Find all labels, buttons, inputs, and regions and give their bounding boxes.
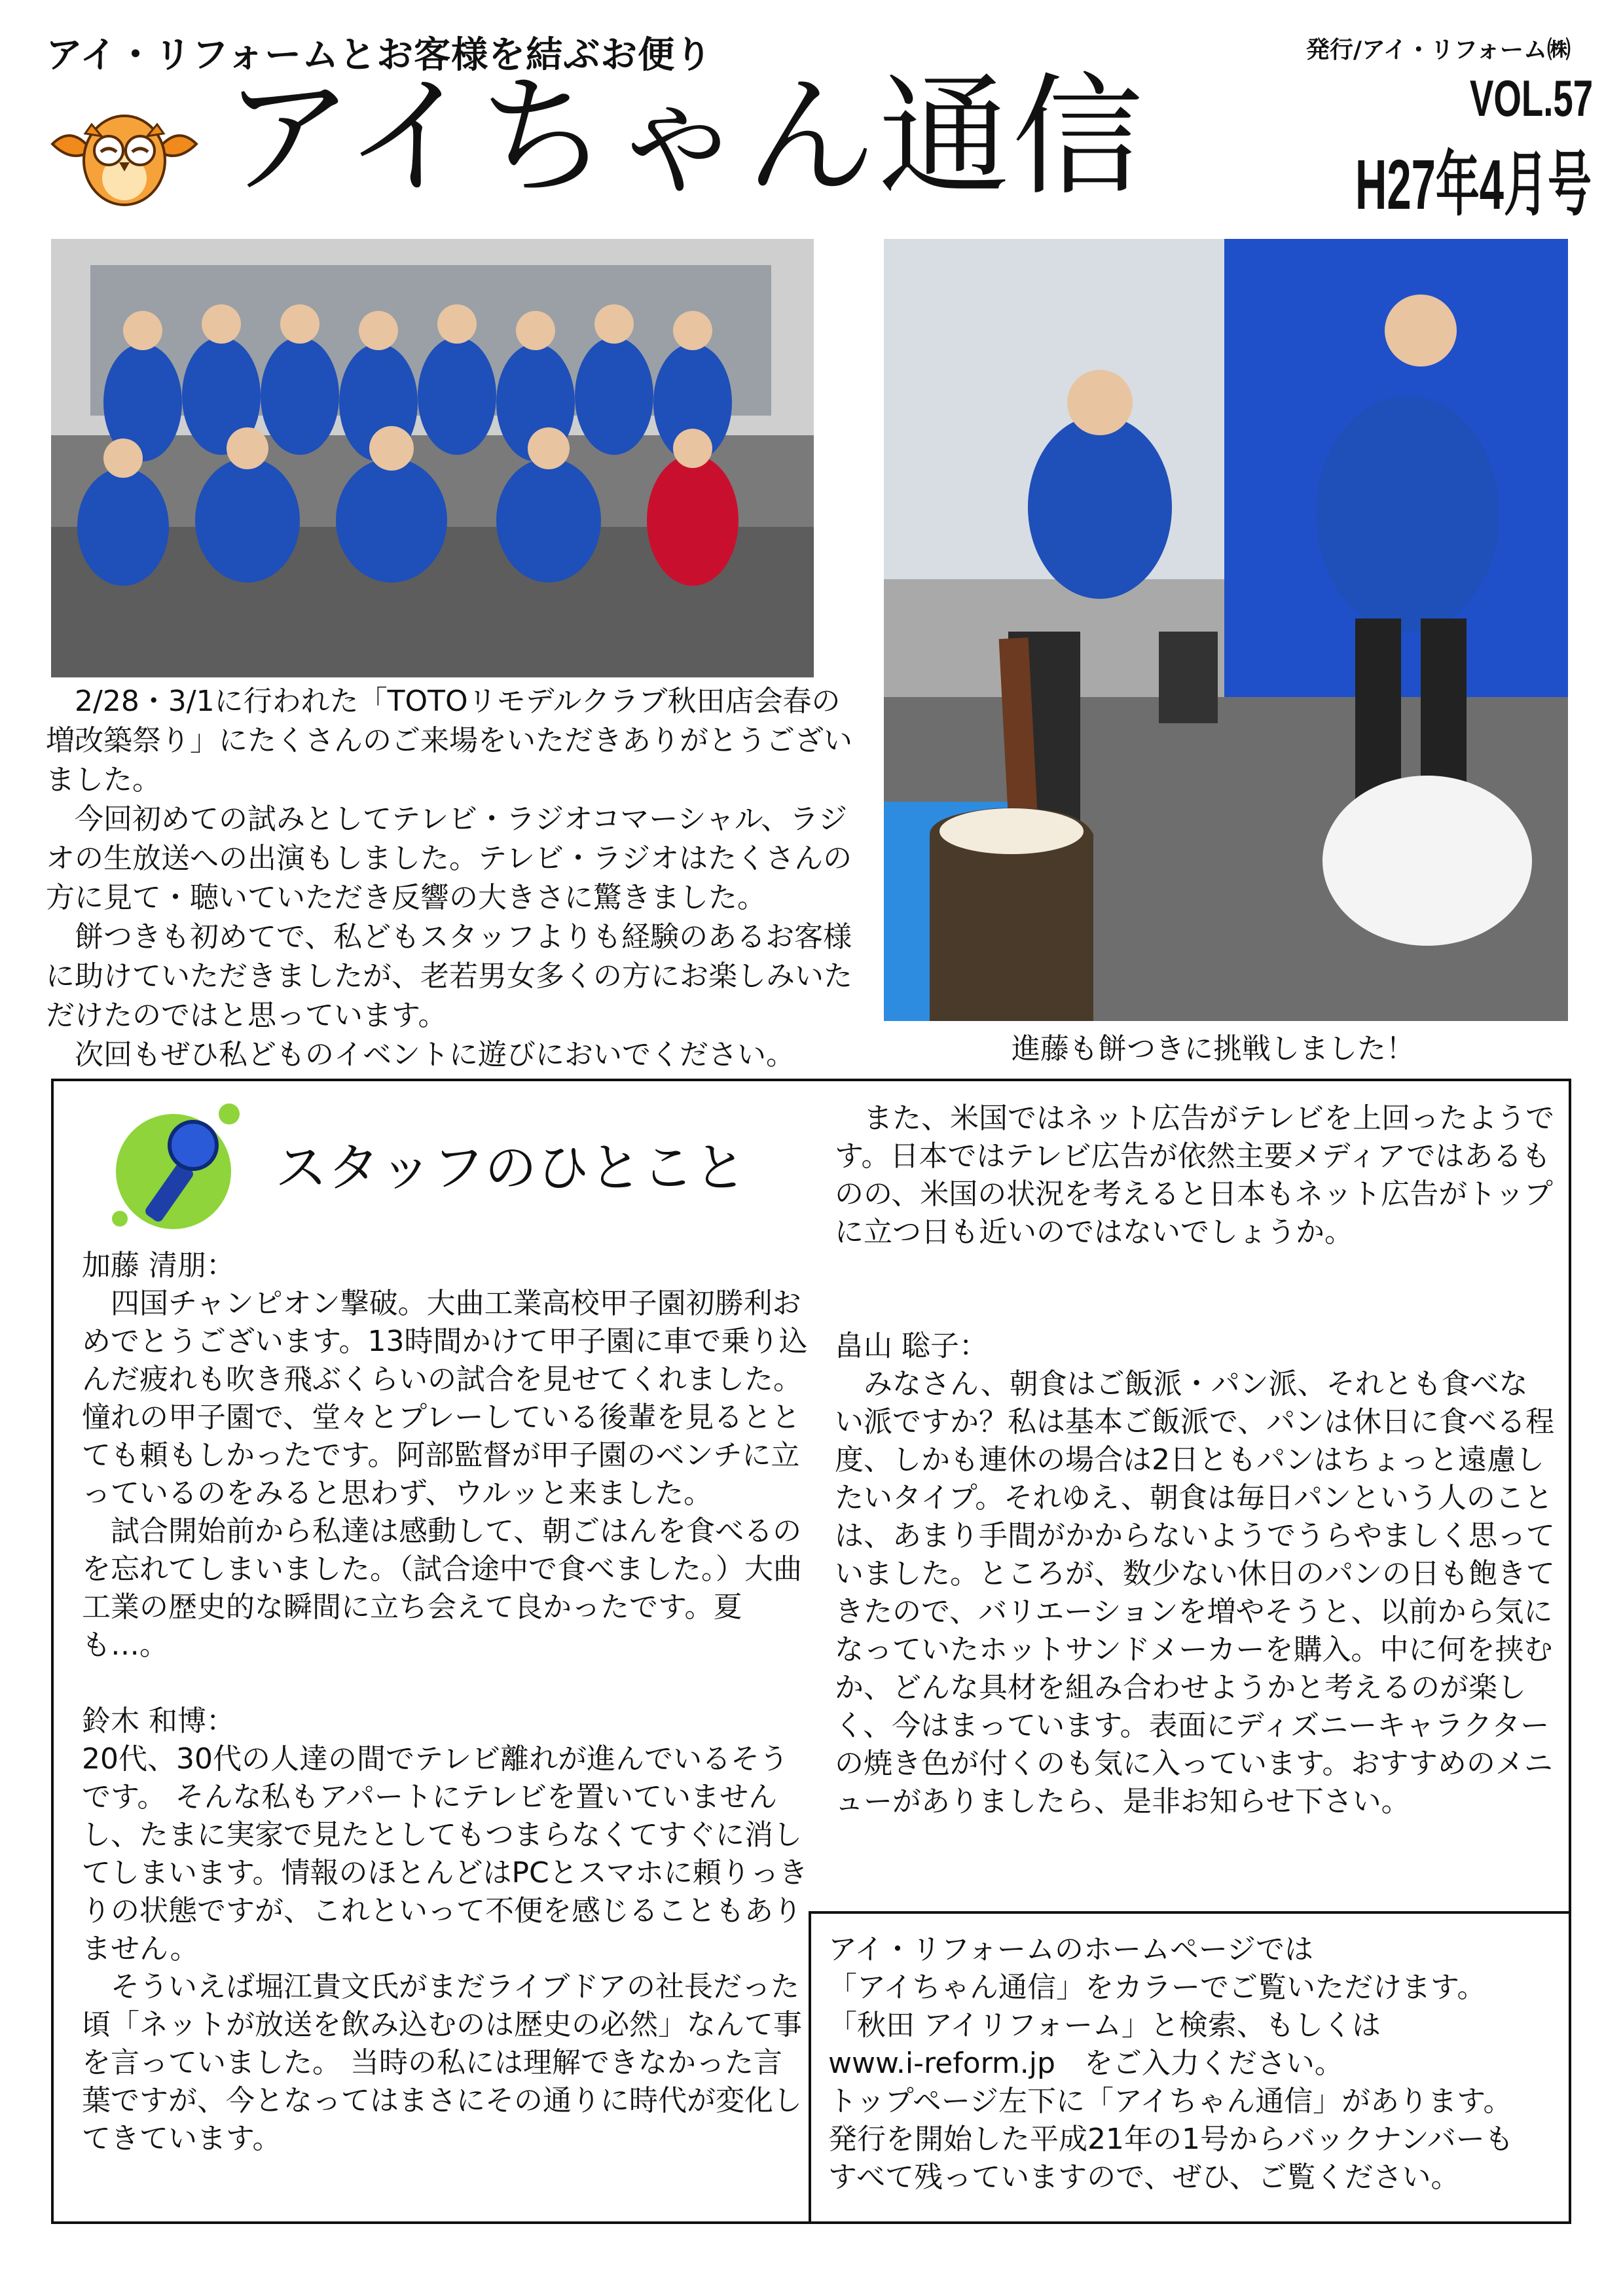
staff-comment: 20代、30代の人達の間でテレビ離れが進んでいるそうです。 そんな私もアパートにテレビを置いていませんし、たまに実家で見たとしてもつまらなくてすぐに消してしまいます。情報のほとんどはPCとスマホに頼りっきりの状態ですが、これといって不便を感じることもありません。 xyxy=(82,1742,808,1965)
info-line: トップページ左下に「アイちゃん通信」があります。 xyxy=(828,2085,1512,2118)
staff-comment: 試合開始前から私達は感動して、朝ごはんを食べるのを忘れてしまいました。（試合途中で食べました。）大曲工業の歴史的な瞬間に立ち会えて良かったです。夏も…。 xyxy=(82,1515,802,1662)
microphone-icon xyxy=(108,1100,246,1230)
group-photo xyxy=(51,239,814,677)
mochi-pounding-photo xyxy=(884,239,1568,1021)
homepage-info-text xyxy=(828,1931,1561,2197)
info-line: すべて残っていますので、ぜひ、ご覧ください。 xyxy=(828,2161,1460,2194)
staff-name-kato: 加藤 清朋： xyxy=(82,1249,235,1282)
tagline: アイ・リフォームとお客様を結ぶお便り xyxy=(46,34,713,77)
staff-comment: みなさん、朝食はご飯派・パン派、それとも食べない派ですか？私は基本ご飯派で、パンは休日に食べる程度、しかも連休の場合は2日ともパンはちょっと遠慮したいタイプ。それゆえ、朝食は毎日パンという人のことは、あまり手間がかからないようでうらやましく思っていました。ところが、数少ない休日のパンの日も飽きてきたので、バリエーションを増やそうと、以前から気になっていたホットサンドメーカーを購入。中に何を挟むか、どんな具材を組み合わせようかと考えるのが楽しく、今はまっています。表面にディズニーキャラクターの焼き色が付くのも気に入っています。おすすめのメニューがありましたら、是非お知らせ下さい。 xyxy=(835,1367,1555,1818)
volume-number: VOL.57 xyxy=(1470,69,1594,127)
staff-column-left xyxy=(82,1247,809,2158)
photo-caption: 進藤も餅つきに挑戦しました！ xyxy=(1012,1032,1415,1066)
newsletter-title: アイちゃん通信 xyxy=(223,61,1146,213)
issue-date: H27年4月号 xyxy=(1355,145,1592,224)
info-line: 「アイちゃん通信」をカラーでご覧いただけます。 xyxy=(828,1971,1486,2004)
staff-name-suzuki: 鈴木 和博： xyxy=(82,1704,235,1738)
intro-paragraph: 餅つきも初めてで、私どもスタッフよりも経験のあるお客様に助けていただきましたが、老若男女多くの方にお楽しみいただけたのではと思っています。 xyxy=(46,920,852,1032)
intro-article xyxy=(46,682,858,1075)
info-line: 発行を開始した平成21年の1号からバックナンバーも xyxy=(828,2123,1514,2156)
info-line: アイ・リフォームのホームページでは xyxy=(828,1933,1313,1966)
staff-section-title: スタッフのひとこと xyxy=(275,1138,746,1198)
intro-paragraph: 今回初めての試みとしてテレビ・ラジオコマーシャル、ラジオの生放送への出演もしました。テレビ・ラジオはたくさんの方に見て・聴いていただき反響の大きさに驚きました。 xyxy=(46,802,852,914)
publisher: 発行/アイ・リフォーム㈱ xyxy=(1305,37,1571,63)
staff-column-right xyxy=(835,1100,1555,1821)
staff-comment: そういえば堀江貴文氏がまだライブドアの社長だった頃「ネットが放送を飲み込むのは歴史の必然」なんて事を言っていました。 当時の私には理解できなかった言葉ですが、今となってはまさにその通りに時代が変化してきています。 xyxy=(82,1970,802,2155)
intro-paragraph: 次回もぜひ私どものイベントに遊びにおいでください。 xyxy=(75,1038,795,1071)
staff-comment: 四国チャンピオン撃破。大曲工業高校甲子園初勝利おめでとうございます。13時間かけて甲子園に車で乗り込んだ疲れも吹き飛ぶくらいの試合を見せてくれました。憧れの甲子園で、堂々とプレーしている後輩を見るととても頼もしかったです。阿部監督が甲子園のベンチに立っているのをみると思わず、ウルッと来ました。 xyxy=(82,1287,808,1510)
website-url[interactable]: www.i-reform.jp をご入力ください。 xyxy=(828,2047,1343,2080)
staff-name-hatakeyama: 畠山 聡子： xyxy=(835,1329,988,1363)
info-line: 「秋田 アイリフォーム」と検索、もしくは xyxy=(828,2009,1381,2042)
intro-paragraph: 2/28・3/1に行われた「TOTOリモデルクラブ秋田店会春の増改築祭り」にたくさんのご来場をいただきありがとうございました。 xyxy=(46,685,852,797)
owl-mascot-icon xyxy=(46,105,203,209)
staff-comment: また、米国ではネット広告がテレビを上回ったようです。日本ではテレビ広告が依然主要メディアではあるものの、米国の状況を考えると日本もネット広告がトップに立つ日も近いのではないでしょうか。 xyxy=(835,1102,1555,1249)
